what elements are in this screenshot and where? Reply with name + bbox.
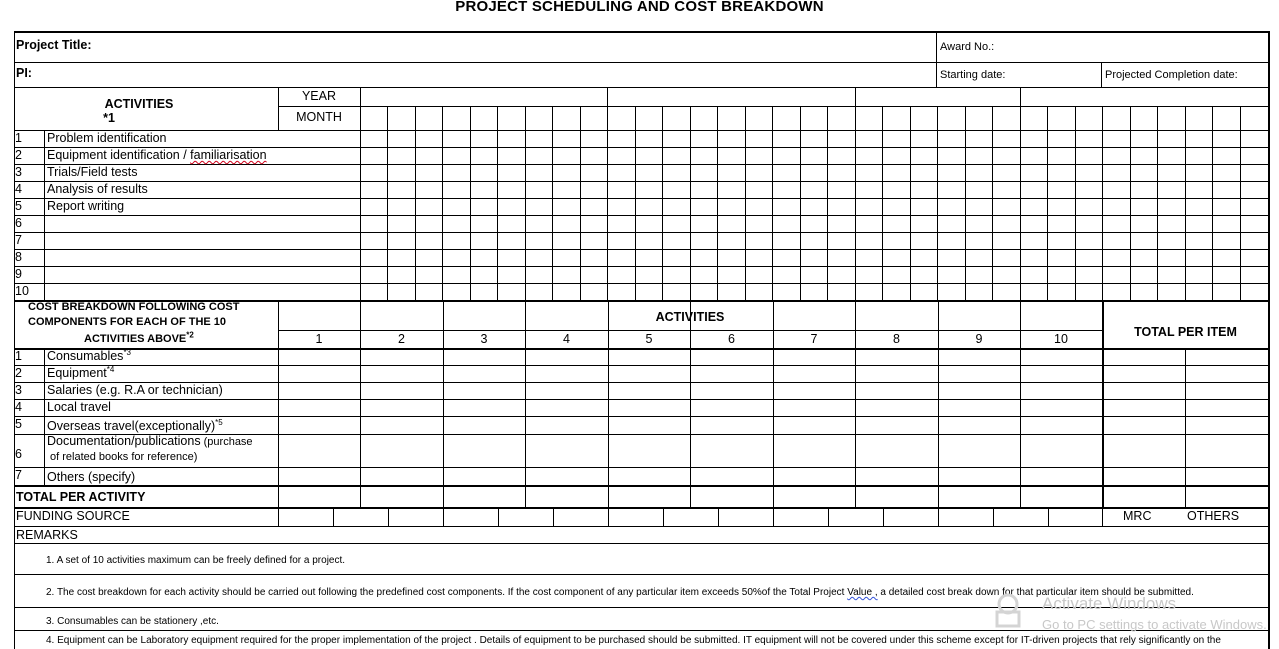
grid-line bbox=[1240, 106, 1241, 300]
grid-line bbox=[1185, 348, 1186, 507]
grid-line bbox=[936, 31, 937, 87]
cost-row-label: Consumables$^{*3}$ bbox=[47, 347, 131, 363]
pi-label: PI: bbox=[16, 66, 32, 80]
grid-line bbox=[442, 106, 443, 300]
grid-line bbox=[14, 181, 1268, 182]
cost-row-number: 4 bbox=[15, 400, 22, 414]
mrc-label: MRC bbox=[1123, 509, 1152, 523]
grid-line bbox=[608, 507, 609, 526]
grid-line bbox=[772, 106, 773, 300]
project-title-label: Project Title: bbox=[16, 38, 92, 52]
cost-heading-line1: COST BREAKDOWN FOLLOWING COST bbox=[28, 301, 240, 313]
grid-line bbox=[443, 507, 444, 526]
grid-line bbox=[1102, 507, 1103, 526]
page-title: PROJECT SCHEDULING AND COST BREAKDOWN bbox=[455, 0, 824, 15]
grid-line bbox=[1130, 106, 1131, 300]
spelling-flag: familiarisation bbox=[190, 148, 267, 162]
activity-number-header: 7 bbox=[810, 332, 818, 346]
activities-heading: ACTIVITIES bbox=[104, 97, 174, 111]
activate-windows-watermark: Activate Windows bbox=[1042, 594, 1177, 613]
grid-line bbox=[14, 467, 1268, 468]
grid-line bbox=[937, 106, 938, 300]
grid-line bbox=[44, 130, 45, 300]
grid-line bbox=[607, 106, 608, 300]
grid-line bbox=[690, 106, 691, 300]
grid-line bbox=[14, 31, 15, 649]
activity-number-header: 9 bbox=[975, 332, 983, 346]
grid-line bbox=[938, 507, 939, 526]
grid-line bbox=[1101, 62, 1102, 87]
cost-row-label: Documentation/publications (purchase bbox=[47, 434, 253, 448]
schedule-row-label: Report writing bbox=[47, 199, 125, 213]
grid-line bbox=[14, 485, 1268, 487]
grid-line bbox=[14, 164, 1268, 165]
cost-heading-line3: ACTIVITIES ABOVE$^{*2}$ bbox=[84, 330, 194, 345]
cost-row-label: Others (specify) bbox=[47, 470, 136, 484]
schedule-row-number: 10 bbox=[15, 284, 29, 298]
schedule-row-number: 1 bbox=[15, 131, 22, 145]
award-no-label: Award No.: bbox=[940, 41, 995, 53]
activity-number-header: 4 bbox=[563, 332, 570, 346]
grid-line bbox=[388, 507, 389, 526]
grid-line bbox=[415, 106, 416, 300]
grid-line bbox=[607, 87, 608, 106]
grid-line bbox=[14, 526, 1268, 527]
footnote-marker: *5 bbox=[215, 417, 223, 427]
grid-line bbox=[663, 507, 664, 526]
cost-row-number: 1 bbox=[15, 349, 22, 363]
grid-line bbox=[14, 130, 1268, 131]
grid-line bbox=[745, 106, 746, 300]
schedule-row-number: 5 bbox=[15, 199, 22, 213]
grid-line bbox=[44, 348, 45, 485]
cost-row-number: 3 bbox=[15, 383, 22, 397]
footnote-marker: *4 bbox=[106, 364, 115, 374]
grid-line bbox=[717, 106, 718, 300]
grid-line bbox=[14, 249, 1268, 250]
remark-2: 2. The cost breakdown for each activity should be carried out following the predefined cost components. If the cost component of any particular item exceeds 50%of the Total Project Value , a detailed cost break down for that particular item should be submitted. bbox=[46, 587, 1194, 598]
cost-activities-heading: ACTIVITIES bbox=[655, 310, 725, 324]
grid-line bbox=[14, 215, 1268, 216]
schedule-row-label: Equipment identification / familiarisation bbox=[47, 148, 267, 162]
schedule-row-number: 8 bbox=[15, 250, 22, 264]
grid-line bbox=[855, 106, 856, 300]
grid-line bbox=[1047, 106, 1048, 300]
month-label: MONTH bbox=[296, 110, 342, 124]
grid-line bbox=[14, 283, 1268, 284]
grid-line bbox=[1102, 106, 1103, 300]
grid-line bbox=[883, 507, 884, 526]
grid-line bbox=[333, 507, 334, 526]
remarks-heading: REMARKS bbox=[16, 528, 78, 542]
activity-number-header: 6 bbox=[728, 332, 735, 346]
cost-row-label: Local travel bbox=[47, 400, 111, 414]
projected-completion-label: Projected Completion date: bbox=[1105, 69, 1238, 81]
activity-number-header: 10 bbox=[1054, 332, 1068, 346]
schedule-row-number: 6 bbox=[15, 216, 22, 230]
schedule-row-number: 9 bbox=[15, 267, 22, 281]
grid-line bbox=[14, 232, 1268, 233]
grid-line bbox=[14, 62, 1268, 63]
schedule-row-number: 7 bbox=[15, 233, 22, 247]
activity-number-header: 8 bbox=[893, 332, 900, 346]
grid-line bbox=[497, 106, 498, 300]
footnote-marker: *3 bbox=[123, 347, 131, 357]
cost-row-label-line2: of related books for reference) bbox=[50, 451, 198, 463]
grid-line bbox=[1268, 31, 1270, 649]
grid-line bbox=[360, 87, 361, 300]
schedule-row-label: Analysis of results bbox=[47, 182, 148, 196]
grid-line bbox=[278, 106, 1268, 107]
starting-date-label: Starting date: bbox=[940, 69, 1006, 81]
grid-line bbox=[14, 266, 1268, 267]
grid-line bbox=[14, 198, 1268, 199]
grid-line bbox=[387, 106, 388, 300]
activity-number-header: 2 bbox=[398, 332, 405, 346]
others-label: OTHERS bbox=[1187, 509, 1240, 523]
grid-line bbox=[827, 106, 828, 300]
schedule-row-label: Problem identification bbox=[47, 131, 167, 145]
grid-line bbox=[14, 507, 1268, 509]
grid-line bbox=[278, 507, 279, 526]
activate-windows-hint: Go to PC settings to activate Windows. bbox=[1042, 617, 1267, 632]
grid-line bbox=[14, 416, 1268, 417]
cost-row-label-note: (purchase bbox=[200, 436, 253, 448]
grid-line bbox=[965, 106, 966, 300]
grid-line bbox=[580, 106, 581, 300]
activity-number-header: 5 bbox=[645, 332, 653, 346]
grid-line bbox=[14, 574, 1268, 575]
grid-line bbox=[14, 87, 1268, 88]
grid-line bbox=[855, 87, 856, 106]
cost-row-number: 7 bbox=[15, 468, 22, 482]
grid-line bbox=[1157, 106, 1158, 300]
grid-line bbox=[828, 507, 829, 526]
grid-line bbox=[1048, 507, 1049, 526]
grid-line bbox=[1075, 106, 1076, 300]
activity-number-header: 3 bbox=[480, 332, 488, 346]
remark-3: 3. Consumables can be stationery ,etc. bbox=[46, 616, 219, 627]
grid-line bbox=[800, 106, 801, 300]
grid-line bbox=[773, 507, 774, 526]
grid-line bbox=[718, 507, 719, 526]
grid-line bbox=[14, 399, 1268, 400]
grid-line bbox=[1212, 106, 1213, 300]
grid-line bbox=[498, 507, 499, 526]
remark-4: 4. Equipment can be Laboratory equipment required for the proper implementation of the project . Details of equipment to be purchased should be submitted. IT equipment will not be covered under this scheme except for IT-driven projects that rely significantly on the bbox=[46, 635, 1221, 646]
cost-row-label: Overseas travel(exceptionally)$^{*5}$ bbox=[47, 417, 223, 433]
grid-line bbox=[14, 543, 1268, 544]
grid-line bbox=[552, 106, 553, 300]
grid-line bbox=[1185, 106, 1186, 300]
schedule-row-number: 2 bbox=[15, 148, 22, 162]
grid-line bbox=[470, 106, 471, 300]
grid-line bbox=[525, 106, 526, 300]
cost-row-number: 5 bbox=[15, 417, 22, 431]
total-per-item-heading: TOTAL PER ITEM bbox=[1134, 325, 1237, 339]
grid-line bbox=[993, 507, 994, 526]
cost-row-label: Equipment$^{*4}$ bbox=[47, 364, 115, 380]
activities-note: *1 bbox=[103, 111, 115, 125]
grid-line bbox=[910, 106, 911, 300]
cost-row-number: 2 bbox=[15, 366, 22, 380]
grid-line bbox=[882, 106, 883, 300]
grid-line bbox=[14, 31, 1268, 33]
year-label: YEAR bbox=[301, 89, 337, 103]
grid-line bbox=[662, 106, 663, 300]
grid-line bbox=[1020, 106, 1021, 300]
remark-1: 1. A set of 10 activities maximum can be freely defined for a project. bbox=[46, 555, 346, 566]
grid-line bbox=[553, 507, 554, 526]
grid-line bbox=[1020, 87, 1021, 106]
cost-heading-line2: COMPONENTS FOR EACH OF THE 10 bbox=[28, 316, 227, 328]
cost-row-number: 6 bbox=[15, 447, 22, 461]
activity-number-header: 1 bbox=[315, 332, 323, 346]
schedule-row-number: 3 bbox=[15, 165, 22, 179]
grid-line bbox=[14, 348, 1268, 350]
cost-row-label: Salaries (e.g. R.A or technician) bbox=[47, 383, 223, 397]
grid-line bbox=[992, 106, 993, 300]
schedule-row-label: Trials/Field tests bbox=[47, 165, 138, 179]
schedule-row-number: 4 bbox=[15, 182, 22, 196]
windows-logo-icon bbox=[988, 590, 1028, 630]
total-per-activity-label: TOTAL PER ACTIVITY bbox=[16, 490, 146, 504]
funding-source-label: FUNDING SOURCE bbox=[16, 509, 130, 523]
grid-line bbox=[14, 365, 1268, 366]
grid-line bbox=[635, 106, 636, 300]
